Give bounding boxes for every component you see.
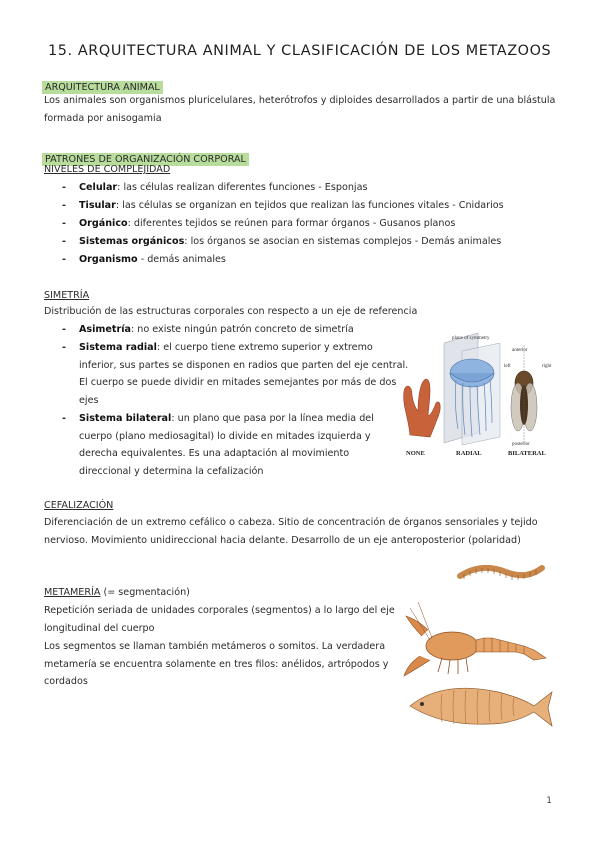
simetria-intro: Distribución de las estructuras corporales con respecto a un eje de referencia xyxy=(44,306,418,317)
cefalizacion-text: Diferenciación de un extremo cefálico o cabeza. Sitio de concentración de órganos sensoriales y tejido nervioso. Movimiento unidireccional hacia delante. Desarrollo de un eje anteroposterior (polaridad) xyxy=(44,517,538,546)
radial-illustration xyxy=(444,333,500,445)
section-heading-arquitectura: ARQUITECTURA ANIMAL xyxy=(42,81,163,94)
heading-metameria-line xyxy=(44,587,190,598)
metameria-text-2: Los segmentos se llaman también metámeros o somitos. La verdadera metamería se encuentra solamente en tres filos: anélidos, artrópodos y cordados xyxy=(44,641,389,688)
list-item: - Asimetría: no existe ningún patrón concreto de simetría xyxy=(62,324,354,335)
figure-annotation: posterior xyxy=(512,442,530,447)
figure-label-none: NONE xyxy=(406,450,425,457)
annelid-illustration xyxy=(460,568,542,580)
arquitectura-text: Los animales son organismos pluricelulares, heterótrofos y diploides desarrollados a partir de una blástula formada por anisogamia xyxy=(44,95,556,124)
figure-annotation: plane of symmetry xyxy=(452,336,490,341)
list-item: - Sistema bilateral: un plano que pasa por la línea media del cuerpo (plano mediosagital) lo divide en mitades izquierda y derecha equivalentes. Es una adaptación al movimiento direccional y determina la cefalización xyxy=(62,413,374,477)
sponge-illustration xyxy=(404,379,441,437)
figure-annotation: anterior xyxy=(512,348,528,353)
heading-simetria: SIMETRÍA xyxy=(44,290,90,301)
segmentation-figure xyxy=(402,556,554,742)
list-item: - Sistema radial: el cuerpo tiene extremo superior y extremo inferior, sus partes se disponen en radios que parten del eje central. El cuerpo se puede dividir en mitades semejantes por más de dos ejes xyxy=(62,342,409,406)
bilateral-illustration xyxy=(504,345,552,447)
list-item: - Orgánico: diferentes tejidos se reúnen para formar órganos - Gusanos planos xyxy=(62,218,456,229)
page-number: 1 xyxy=(546,796,552,806)
symmetry-figure xyxy=(400,325,558,460)
lobster-illustration xyxy=(404,602,546,676)
figure-annotation: right xyxy=(542,364,552,369)
heading-metameria-suffix: (= segmentación) xyxy=(100,587,190,598)
metameria-text-1: Repetición seriada de unidades corporales (segmentos) a lo largo del eje longitudinal del cuerpo xyxy=(44,605,395,634)
figure-label-bilateral: BILATERAL xyxy=(508,450,546,457)
list-item: - Sistemas orgánicos: los órganos se asocian en sistemas complejos - Demás animales xyxy=(62,236,502,247)
heading-metameria: METAMERÍA xyxy=(44,587,101,598)
heading-cefalizacion: CEFALIZACIÓN xyxy=(44,500,114,511)
section-heading-patrones: PATRONES DE ORGANIZACIÓN CORPORAL xyxy=(42,153,249,166)
list-item: - Organismo - demás animales xyxy=(62,254,226,265)
page-title: 15. ARQUITECTURA ANIMAL Y CLASIFICACIÓN DE LOS METAZOOS xyxy=(48,43,552,59)
list-item: - Celular: las células realizan diferentes funciones - Esponjas xyxy=(62,182,368,193)
subheading-niveles: NIVELES DE COMPLEJIDAD xyxy=(44,164,171,175)
list-item: - Tisular: las células se organizan en tejidos que realizan las funciones vitales - Cnidarios xyxy=(62,200,504,211)
figure-label-radial: RADIAL xyxy=(456,450,482,457)
fish-illustration xyxy=(410,688,552,726)
figure-annotation: left xyxy=(504,364,511,369)
